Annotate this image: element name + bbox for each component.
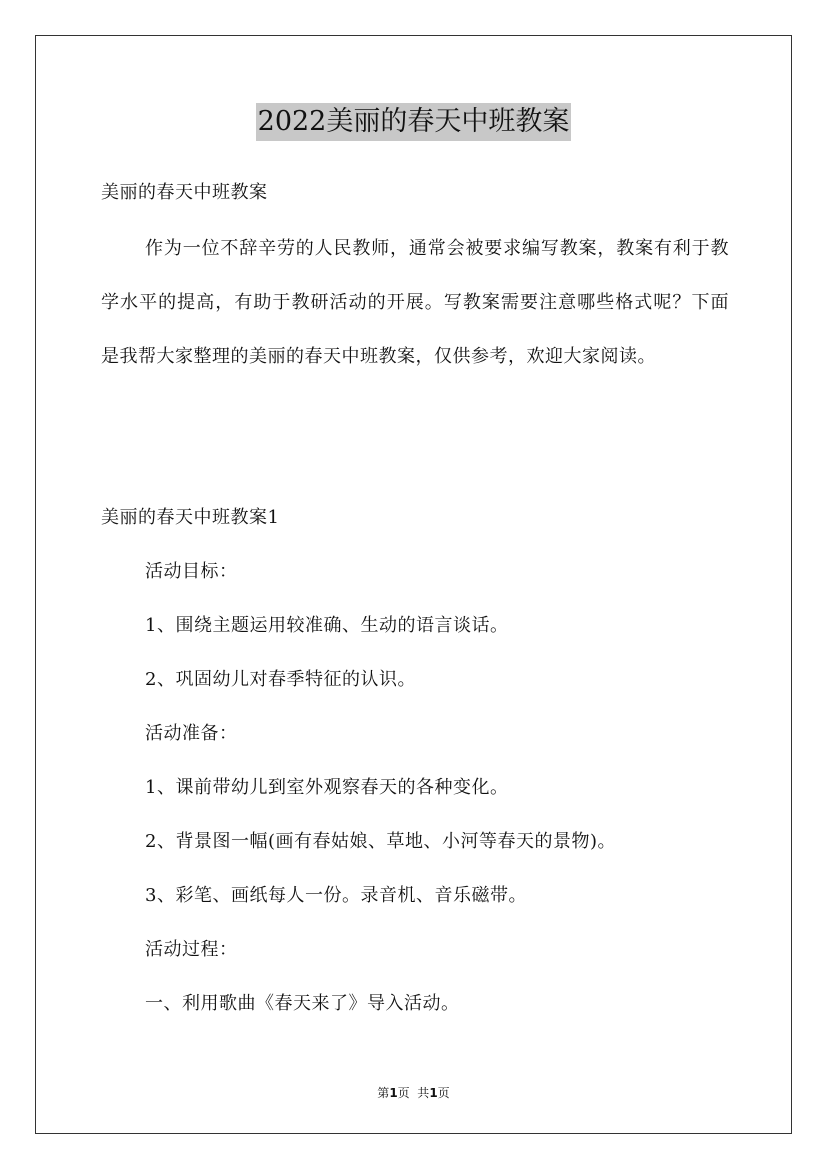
page-footer <box>0 1085 827 1101</box>
footer-middle: 页 共 <box>397 1086 430 1100</box>
body-line: 活动目标： <box>145 561 238 582</box>
intro-paragraph: 作为一位不辞辛劳的人民教师，通常会被要求编写教案，教案有利于教学水平的提高，有助于教研活动的开展。写教案需要注意哪些格式呢？下面是我帮大家整理的美丽的春天中班教案，仅供参考，欢迎大家阅读。 <box>101 238 729 367</box>
body-line: 一、利用歌曲《春天来了》导入活动。 <box>145 993 460 1014</box>
document-subtitle: 美丽的春天中班教案 <box>101 182 268 203</box>
document-title: 2022美丽的春天中班教案 <box>256 103 572 141</box>
body-line: 活动准备： <box>145 723 238 744</box>
footer-prefix: 第 <box>377 1086 390 1100</box>
footer-page-number: 1 <box>389 1086 398 1100</box>
title-container <box>0 103 827 141</box>
body-line: 2、巩固幼儿对春季特征的认识。 <box>145 669 416 690</box>
footer-suffix: 页 <box>437 1086 450 1100</box>
body-line: 活动过程： <box>145 939 238 960</box>
section-heading: 美丽的春天中班教案1 <box>101 507 280 528</box>
footer-total-pages: 1 <box>429 1086 438 1100</box>
body-line: 2、背景图一幅(画有春姑娘、草地、小河等春天的景物)。 <box>145 831 616 852</box>
body-line: 1、课前带幼儿到室外观察春天的各种变化。 <box>145 777 509 798</box>
body-line: 3、彩笔、画纸每人一份。录音机、音乐磁带。 <box>145 885 527 906</box>
body-line: 1、围绕主题运用较准确、生动的语言谈话。 <box>145 615 509 636</box>
